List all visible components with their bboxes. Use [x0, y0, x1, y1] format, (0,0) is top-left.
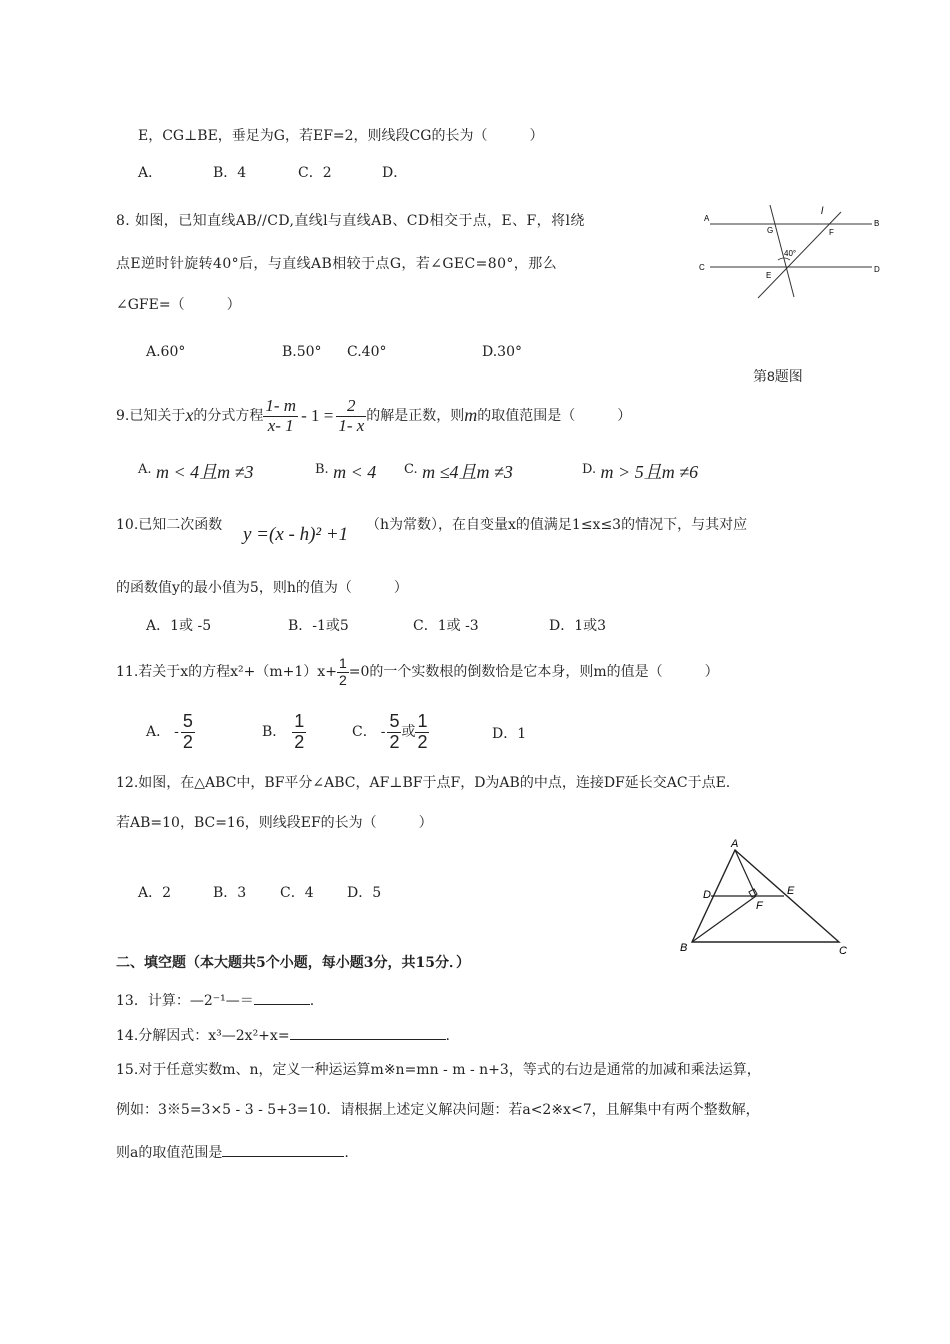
q8-label-c: C [699, 263, 705, 272]
q11-option-c-sign: - [380, 723, 386, 740]
q9-option-b-label: B. [315, 462, 329, 477]
q11-option-a-label: A． [146, 723, 171, 740]
q8-figure [700, 198, 890, 308]
q9-fraction-2 [336, 397, 366, 435]
q10-option-d: D．1或3 [549, 618, 607, 634]
q9-option-a [138, 462, 254, 484]
q14-text: 14.分解因式：x³—2x²+x= [116, 1028, 290, 1044]
q11-post: =0的一个实数根的倒数恰是它本身，则m的值是（ ） [348, 663, 719, 680]
q9-f1-numerator: 1- m [265, 395, 297, 415]
q8-label-l: l [821, 206, 824, 217]
q9-option-d [582, 462, 698, 484]
q12-option-a: A．2 [138, 885, 172, 901]
q11-option-c-or: 或 [401, 723, 416, 740]
q11-option-b-frac [292, 712, 306, 753]
q13-answer-blank[interactable] [254, 990, 310, 1005]
q8-label-e: E [766, 271, 772, 280]
q8-option-b: B.50° [282, 344, 322, 360]
q11-pre: 11.若关于x的方程x²+（m+1）x+ [116, 663, 337, 680]
q8-option-a: A.60° [146, 344, 186, 360]
q8-label-f: F [829, 228, 834, 237]
q11-option-a-sign: - [174, 723, 179, 740]
q12-text-line1: 12.如图，在△ABC中，BF平分∠ABC，AF⊥BF于点F，D为AB的中点，连接DF延长交AC于点E. [116, 775, 731, 791]
q11-option-c-den2: 2 [417, 731, 428, 752]
q8-option-c: C.40° [347, 344, 387, 360]
q11-option-b [262, 710, 306, 754]
q11-option-b-label: B． [262, 723, 287, 740]
q11-f-numerator: 1 [338, 655, 347, 672]
q8-figure-caption: 第8题图 [753, 368, 803, 384]
q11-option-c-frac2 [415, 712, 429, 753]
q11-option-a [146, 710, 195, 754]
q13 [116, 990, 314, 1010]
q7-text: E，CG⊥BE，垂足为G，若EF=2，则线段CG的长为（ ） [138, 128, 544, 144]
q9-question [116, 393, 631, 439]
q11-option-a-num: 5 [182, 710, 193, 731]
q15-end: . [344, 1145, 349, 1161]
q9-pre: 9.已知关于 [116, 407, 186, 424]
q10-option-a: A．1或 -5 [146, 618, 212, 634]
q9-fraction-1 [263, 397, 298, 435]
q9-f2-numerator: 2 [336, 397, 366, 417]
q11-option-a-den: 2 [182, 731, 193, 752]
q12-label-d: D [703, 889, 711, 901]
q12-figure [676, 836, 848, 958]
q10-pre: 10.已知二次函数 [116, 517, 223, 533]
q8-text-line3: ∠GFE=（ ） [116, 297, 241, 313]
q9-option-c-value: m ≤4且m ≠3 [422, 462, 513, 482]
q11-f-denominator: 2 [338, 671, 347, 688]
q7-option-b: B．4 [213, 165, 247, 181]
q9-option-b-value: m < 4 [333, 462, 377, 482]
q13-text: 13．计算：—2⁻¹—＝ [116, 993, 254, 1009]
q12-label-b: B [680, 942, 688, 954]
q15-text-line2: 例如：3※5=3×5 - 3 - 5+3=10．请根据上述定义解决问题：若a<2※x<7，且解集中有两个整数解， [116, 1102, 760, 1118]
q12-label-e: E [787, 885, 795, 897]
q7-option-a: A． [138, 165, 163, 181]
q9-option-b [315, 462, 376, 484]
q12-label-a: A [731, 838, 739, 850]
q10-formula: y =(x - h)² +1 [243, 524, 349, 545]
q15-text-line1: 15.对于任意实数m、n，定义一种运运算m※n=mn - m - n+3，等式的右边是通常的加减和乘法运算， [116, 1062, 761, 1078]
q8-angle-label: 40° [784, 249, 797, 258]
q8-text-line2: 点E逆时针旋转40°后，与直线AB相较于点G，若∠GEC=80°，那么 [116, 256, 558, 272]
q8-option-d: D.30° [482, 344, 522, 360]
q9-option-d-label: D. [582, 462, 597, 477]
q11-option-c-label: C． [352, 723, 377, 740]
q10-option-c: C．1或 -3 [413, 618, 479, 634]
q11-option-c-den1: 2 [389, 731, 400, 752]
q8-label-b: B [874, 219, 880, 228]
q9-var-x: x [185, 405, 194, 426]
q11-option-c-num2: 1 [417, 710, 428, 731]
q9-option-c [404, 462, 513, 484]
q11-option-a-frac [181, 712, 195, 753]
q9-option-a-value: m < 4且m ≠3 [155, 462, 254, 482]
q8-label-d: D [874, 265, 880, 274]
q9-post2: 的取值范围是（ ） [477, 407, 632, 424]
q15-line3 [116, 1142, 349, 1162]
q15-text-line3: 则a的取值范围是 [116, 1145, 223, 1161]
q8-label-g: G [767, 226, 774, 235]
q11-option-c-num1: 5 [389, 710, 400, 731]
q8-label-a: A [704, 214, 710, 223]
q9-option-c-label: C. [404, 462, 418, 477]
q14 [116, 1025, 450, 1045]
q11-option-c-frac1 [387, 712, 401, 753]
q9-option-a-label: A. [138, 462, 152, 477]
q13-end: . [309, 993, 315, 1009]
q12-option-b: B．3 [213, 885, 247, 901]
q12-segment-bf [692, 896, 756, 942]
q11-option-b-den: 2 [294, 731, 305, 752]
q10-post: （h为常数），在自变量x的值满足1≤x≤3的情况下，与其对应 [366, 517, 748, 533]
q9-mid: 的分式方程 [193, 407, 264, 424]
q11-question [116, 652, 719, 692]
q9-post1: 的解是正数，则 [366, 407, 465, 424]
q7-option-c: C．2 [298, 165, 332, 181]
q9-var-m: m [464, 405, 478, 426]
q9-f1-denominator: x- 1 [267, 415, 294, 435]
q11-option-d: D．1 [492, 726, 527, 742]
q8-text-line1: 8. 如图，已知直线AB//CD,直线l与直线AB、CD相交于点，E、F，将l绕 [116, 213, 585, 229]
q8-line-l [758, 212, 841, 298]
q7-option-d: D． [382, 165, 408, 181]
q12-label-f: F [756, 900, 763, 912]
q15-answer-blank[interactable] [222, 1142, 344, 1157]
q12-option-c: C．4 [280, 885, 314, 901]
q14-answer-blank[interactable] [290, 1025, 446, 1040]
section-2-heading: 二、填空题（本大题共5个小题，每小题3分，共15分．） [116, 955, 470, 971]
q10-text-line2: 的函数值y的最小值为5，则h的值为（ ） [116, 580, 408, 596]
q12-text-line2: 若AB=10，BC=16，则线段EF的长为（ ） [116, 815, 433, 831]
q14-end: . [445, 1028, 450, 1044]
q11-option-c [352, 710, 429, 754]
q11-fraction [337, 656, 349, 688]
q11-option-b-num: 1 [294, 710, 305, 731]
q9-f2-denominator: 1- x [338, 415, 365, 435]
q12-option-d: D．5 [347, 885, 382, 901]
q9-eq: - 1 = [301, 405, 334, 425]
q10-option-b: B．-1或5 [288, 618, 349, 634]
q12-label-c: C [839, 945, 847, 957]
q9-option-d-value: m > 5且m ≠6 [600, 462, 699, 482]
